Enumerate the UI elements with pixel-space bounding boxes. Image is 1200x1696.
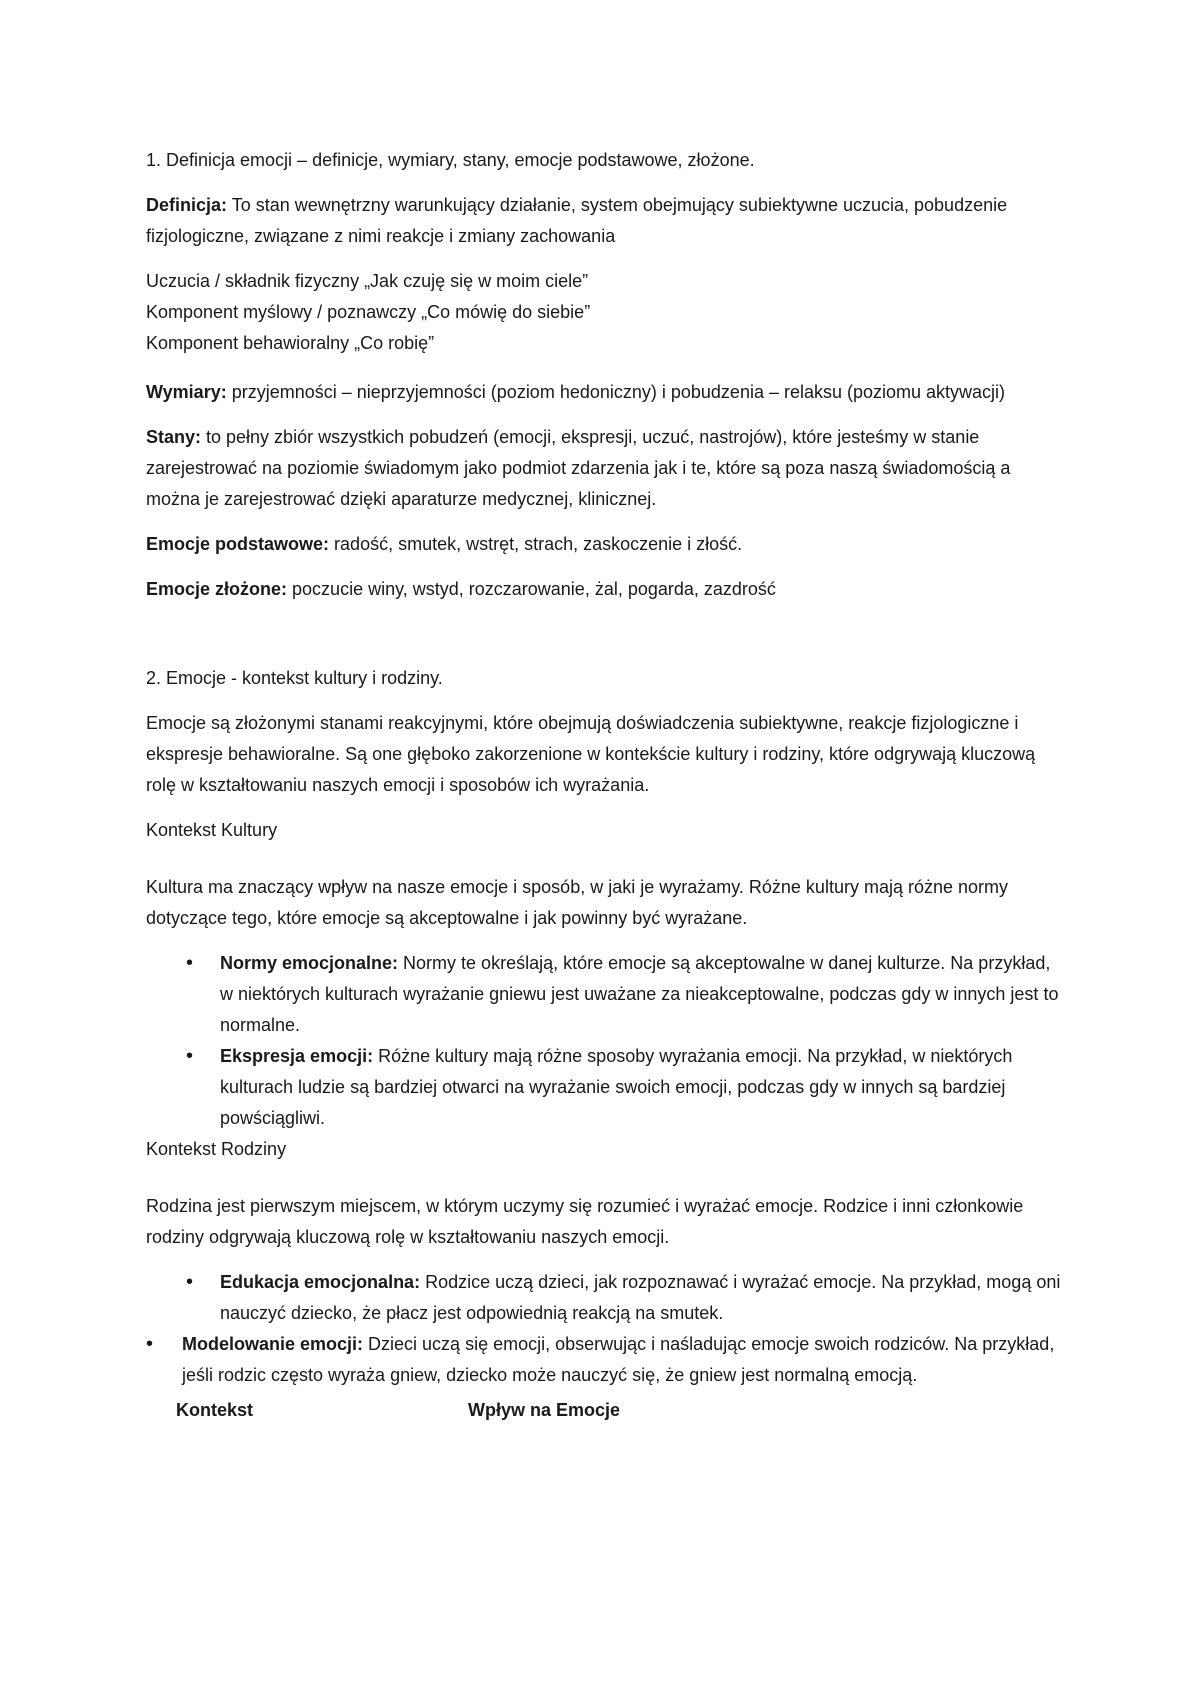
podstawowe-text: radość, smutek, wstręt, strach, zaskoczenie i złość. (329, 534, 743, 554)
list-item-text: Różne kultury mają różne sposoby wyrażania emocji. Na przykład, w niektórych kulturach ludzie są bardziej otwarci na wyrażanie swoich emocji, podczas gdy w innych są bardziej powściągliwi. (220, 1046, 1013, 1128)
section-2-heading: 2. Emocje - kontekst kultury i rodziny. (146, 668, 443, 688)
list-item (146, 1267, 1066, 1329)
list-item-label: Normy emocjonalne: (220, 953, 399, 973)
table-header-row (146, 1395, 1066, 1426)
component-line-3: Komponent behawioralny „Co robię” (146, 333, 435, 353)
zlozone-label: Emocje złożone: (146, 579, 288, 599)
component-line-1: Uczucia / składnik fizyczny „Jak czuję się w moim ciele” (146, 271, 589, 291)
list-item-label: Edukacja emocjonalna: (220, 1272, 421, 1292)
definicja-label: Definicja: (146, 195, 228, 215)
table-header-wplyw: Wpływ na Emocje (468, 1400, 621, 1420)
definicja-text: To stan wewnętrzny warunkujący działanie, system obejmujący subiektywne uczucia, pobudzenie fizjologiczne, związane z nimi reakcje i zmiany zachowania (146, 195, 1008, 246)
section-1-heading: 1. Definicja emocji – definicje, wymiary, stany, emocje podstawowe, złożone. (146, 150, 755, 170)
document-page (146, 145, 1066, 1426)
rodzina-list-2 (146, 1329, 1066, 1391)
list-item-text: Dzieci uczą się emocji, obserwując i naśladując emocje swoich rodziców. Na przykład, jeśli rodzic często wyraża gniew, dziecko może nauczyć się, że gniew jest normalną emocją. (182, 1334, 1055, 1385)
zlozone-paragraph (146, 574, 1066, 605)
list-item (146, 948, 1066, 1041)
rodzina-list-1 (146, 1267, 1066, 1329)
wymiary-label: Wymiary: (146, 382, 227, 402)
section-2-intro: Emocje są złożonymi stanami reakcyjnymi, które obejmują doświadczenia subiektywne, reakcje fizjologiczne i ekspresje behawioralne. Są one głęboko zakorzenione w kontekście kultury i rodziny, które odgrywają kluczową rolę w kształtowaniu naszych emocji i sposobów ich wyrażania. (146, 713, 1036, 795)
list-item-label: Modelowanie emocji: (182, 1334, 364, 1354)
list-item-text: Rodzice uczą dzieci, jak rozpoznawać i wyrażać emocje. Na przykład, mogą oni nauczyć dziecko, że płacz jest odpowiednią reakcją na smutek. (220, 1272, 1061, 1323)
list-item (146, 1329, 1066, 1391)
wymiary-text: przyjemności – nieprzyjemności (poziom hedoniczny) i pobudzenia – relaksu (poziomu aktywacji) (226, 382, 1006, 402)
podstawowe-label: Emocje podstawowe: (146, 534, 330, 554)
definicja-paragraph (146, 190, 1066, 252)
kultura-title: Kontekst Kultury (146, 820, 278, 840)
rodzina-paragraph: Rodzina jest pierwszym miejscem, w którym uczymy się rozumieć i wyrażać emocje. Rodzice i inni członkowie rodziny odgrywają kluczową rolę w kształtowaniu naszych emocji. (146, 1196, 1024, 1247)
list-item-label: Ekspresja emocji: (220, 1046, 374, 1066)
stany-label: Stany: (146, 427, 202, 447)
list-item (146, 1041, 1066, 1134)
component-line-2: Komponent myślowy / poznawczy „Co mówię do siebie” (146, 302, 591, 322)
stany-text: to pełny zbiór wszystkich pobudzeń (emocji, ekspresji, uczuć, nastrojów), które jesteśmy w stanie zarejestrować na poziomie świadomym jako podmiot zdarzenia jak i te, które są poza naszą świadomością a można je zarejestrować dzięki aparaturze medycznej, klinicznej. (146, 427, 1011, 509)
list-item-text: Normy te określają, które emocje są akceptowalne w danej kulturze. Na przykład, w niektórych kulturach wyrażanie gniewu jest uważane za nieakceptowalne, podczas gdy w innych jest to normalne. (220, 953, 1059, 1035)
stany-paragraph (146, 422, 1066, 515)
kultura-list (146, 948, 1066, 1134)
zlozone-text: poczucie winy, wstyd, rozczarowanie, żal, pogarda, zazdrość (287, 579, 776, 599)
wymiary-paragraph (146, 377, 1066, 408)
rodzina-title: Kontekst Rodziny (146, 1139, 287, 1159)
table-header-kontekst: Kontekst (176, 1400, 254, 1420)
podstawowe-paragraph (146, 529, 1066, 560)
kultura-paragraph: Kultura ma znaczący wpływ na nasze emocje i sposób, w jaki je wyrażamy. Różne kultury mają różne normy dotyczące tego, które emocje są akceptowalne i jak powinny być wyrażane. (146, 877, 1009, 928)
